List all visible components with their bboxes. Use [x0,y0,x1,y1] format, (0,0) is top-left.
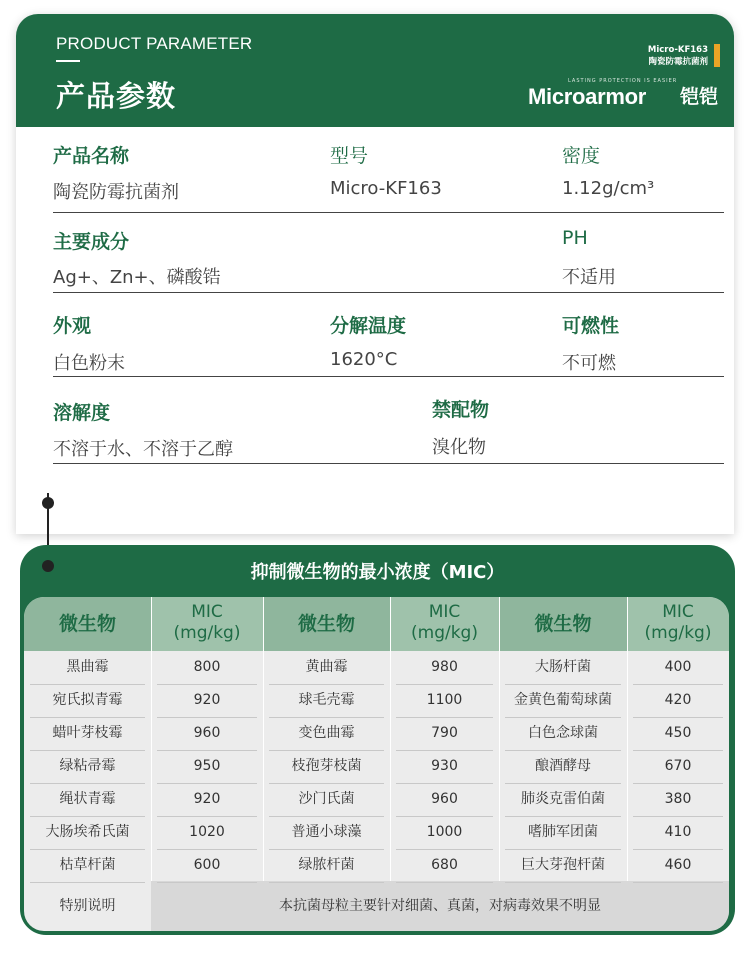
microbe-cell: 变色曲霉 [298,725,355,741]
flammable-value: 不可燃 [562,353,616,374]
microbe-cell: 绿脓杆菌 [298,857,355,873]
column-divider [263,597,264,881]
title-en: PRODUCT PARAMETER [56,34,253,53]
mic-value-cell: 1000 [426,824,463,840]
product-name-label: 产品名称 [53,145,130,167]
column-header-mic [151,597,263,651]
mic-value-cell: 400 [664,659,692,675]
microbe-cell: 金黄色葡萄球菌 [514,692,612,708]
brand-model-block [648,44,708,68]
mic-table [24,597,729,931]
mic-header-unit-name: MIC [662,602,694,622]
row-divider [53,463,724,464]
mic-value-cell: 920 [193,692,221,708]
microbe-cell: 白色念球菌 [528,725,598,741]
mic-value-cell: 950 [193,758,221,774]
mic-value-cell: 960 [431,791,458,807]
column-header-mic [627,597,729,651]
microbe-cell: 枯草杆菌 [59,857,116,873]
microbe-cell: 球毛壳霉 [298,692,355,708]
mic-value-cell: 790 [431,725,458,741]
param-row-2 [16,207,734,293]
mic-header-unit: (mg/kg) [173,623,241,643]
mic-value-cell: 680 [431,857,458,873]
column-divider [499,597,500,881]
column-header-mic [390,597,499,651]
brand-accent-bar [714,44,720,67]
column-divider [627,597,628,881]
brand-tagline: LASTING PROTECTION IS EASIER [568,78,678,84]
column-header-microbe: 微生物 [499,597,627,651]
brand-product: 陶瓷防霉抗菌剂 [648,57,708,67]
model-label: 型号 [330,145,369,167]
microbe-cell: 大肠杆菌 [535,659,591,675]
brand-name: Microarmor [528,84,647,109]
mic-value-cell: 980 [431,659,458,675]
microbe-cell: 绳状青霉 [59,791,116,807]
incompatible-value: 溴化物 [432,437,486,458]
param-row-4 [16,379,734,465]
model-value: Micro-KF163 [330,178,442,199]
mic-header-unit: (mg/kg) [411,623,478,643]
mic-value-cell: 450 [664,725,692,741]
solubility-value: 不溶于水、不溶于乙醇 [53,439,233,460]
density-label: 密度 [562,145,601,167]
brand-logo [528,76,718,108]
microbe-cell: 肺炎克雷伯菌 [521,791,605,807]
product-name-value: 陶瓷防霉抗菌剂 [53,182,179,203]
microbe-cell: 嗜肺军团菌 [528,824,598,840]
mic-value-cell: 1100 [426,692,463,708]
density-value: 1.12g/cm³ [562,178,655,199]
mic-value-cell: 420 [664,692,692,708]
title-cn: 产品参数 [56,79,177,113]
column-divider [390,597,391,881]
mic-value-cell: 670 [664,758,692,774]
parameter-header [16,14,734,127]
mic-value-cell: 800 [193,659,221,675]
mic-value-cell: 1020 [189,824,225,840]
column-header-microbe: 微生物 [24,597,151,651]
decomp-label: 分解温度 [330,315,407,337]
mic-panel [20,545,735,935]
microbe-cell: 黑曲霉 [66,659,109,675]
microbe-cell: 大肠埃希氏菌 [45,824,130,840]
microbe-cell: 巨大芽孢杆菌 [521,857,605,873]
ingredients-label: 主要成分 [53,231,130,253]
mic-header-unit: (mg/kg) [644,623,712,643]
mic-value-cell: 960 [193,725,221,741]
row-divider [53,376,724,377]
column-header-microbe: 微生物 [263,597,390,651]
mic-value-cell: 930 [431,758,458,774]
column-divider [151,597,152,881]
note-value: 本抗菌母粒主要针对细菌、真菌，对病毒效果不明显 [279,898,601,914]
ingredients-value: Ag+、Zn+、磷酸锆 [53,267,221,288]
brand-name-cn: 铠铠 [679,86,718,108]
title-underline [56,60,80,62]
solubility-label: 溶解度 [53,402,111,424]
mic-value-cell: 380 [664,791,692,807]
note-label: 特别说明 [59,898,116,914]
param-row-3 [16,293,734,379]
microbe-cell: 蜡叶芽枝霉 [52,725,123,741]
ph-value: 不适用 [562,267,616,288]
mic-title: 抑制微生物的最小浓度（MIC） [250,562,505,583]
mic-value-cell: 600 [193,857,221,873]
param-row-1 [16,127,734,213]
microbe-cell: 普通小球藻 [291,824,362,840]
decomp-value: 1620°C [330,349,398,370]
flammable-label: 可燃性 [562,315,620,337]
brand-model: Micro-KF163 [647,45,708,55]
microbe-cell: 宛氏拟青霉 [52,692,123,708]
microbe-cell: 酿酒酵母 [535,758,591,774]
incompatible-label: 禁配物 [432,399,490,421]
appearance-label: 外观 [53,315,92,337]
ph-label: PH [562,227,588,249]
mic-header-unit-name: MIC [428,602,461,622]
microbe-cell: 沙门氏菌 [298,791,355,807]
mic-header-unit-name: MIC [191,602,223,622]
microbe-cell: 枝孢芽枝菌 [291,758,362,774]
appearance-value: 白色粉末 [53,353,125,374]
mic-value-cell: 460 [664,857,692,873]
mic-value-cell: 410 [664,824,692,840]
timeline-dot-bottom [42,560,54,572]
microbe-cell: 黄曲霉 [305,659,348,675]
microbe-cell: 绿粘帚霉 [59,758,116,774]
mic-value-cell: 920 [193,791,221,807]
